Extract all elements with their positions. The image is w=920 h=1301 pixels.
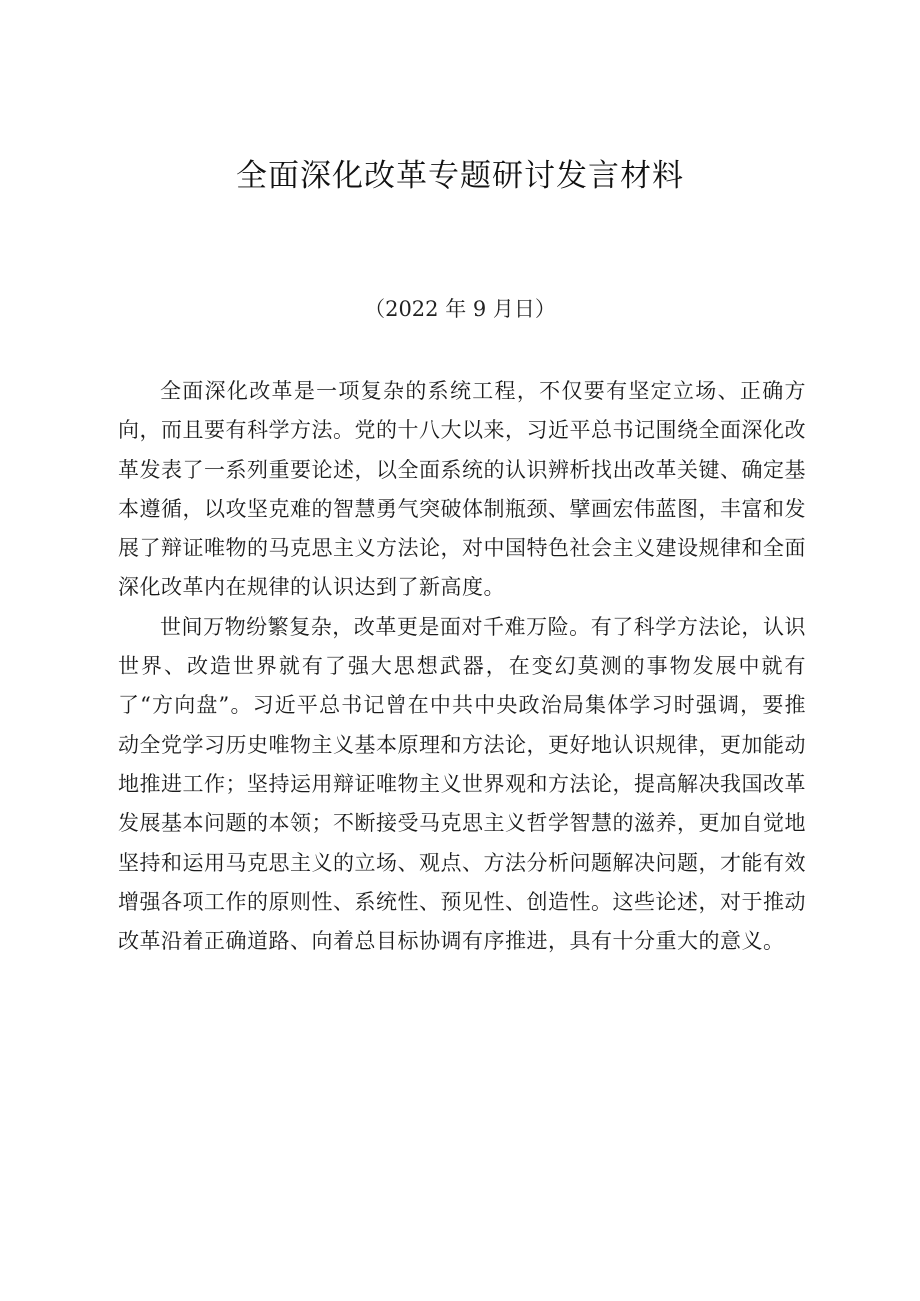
document-body [118, 372, 806, 961]
document-title: 全面深化改革专题研讨发言材料 [236, 158, 684, 194]
body-paragraph-1: 全面深化改革是一项复杂的系统工程，不仅要有坚定立场、正确方向，而且要有科学方法。党的十八大以来，习近平总书记围绕全面深化改革发表了一系列重要论述，以全面系统的认识辨析找出改革关键、确定基本遵循，以攻坚克难的智慧勇气突破体制瓶颈、擘画宏伟蓝图，丰富和发展了辩证唯物的马克思主义方法论，对中国特色社会主义建设规律和全面深化改革内在规律的认识达到了新高度。 [118, 379, 806, 600]
document-date: （2022 年 9 月日） [364, 297, 556, 321]
body-paragraph-2: 世间万物纷繁复杂，改革更是面对千难万险。有了科学方法论，认识世界、改造世界就有了强大思想武器，在变幻莫测的事物发展中就有了“方向盘”。习近平总书记曾在中共中央政治局集体学习时强调，要推动全党学习历史唯物主义基本原理和方法论，更好地认识规律，更加能动地推进工作；坚持运用辩证唯物主义世界观和方法论，提高解决我国改革发展基本问题的本领；不断接受马克思主义哲学智慧的滋养，更加自觉地坚持和运用马克思主义的立场、观点、方法分析问题解决问题，才能有效增强各项工作的原则性、系统性、预见性、创造性。这些论述，对于推动改革沿着正确道路、向着总目标协调有序推进，具有十分重大的意义。 [118, 614, 806, 954]
